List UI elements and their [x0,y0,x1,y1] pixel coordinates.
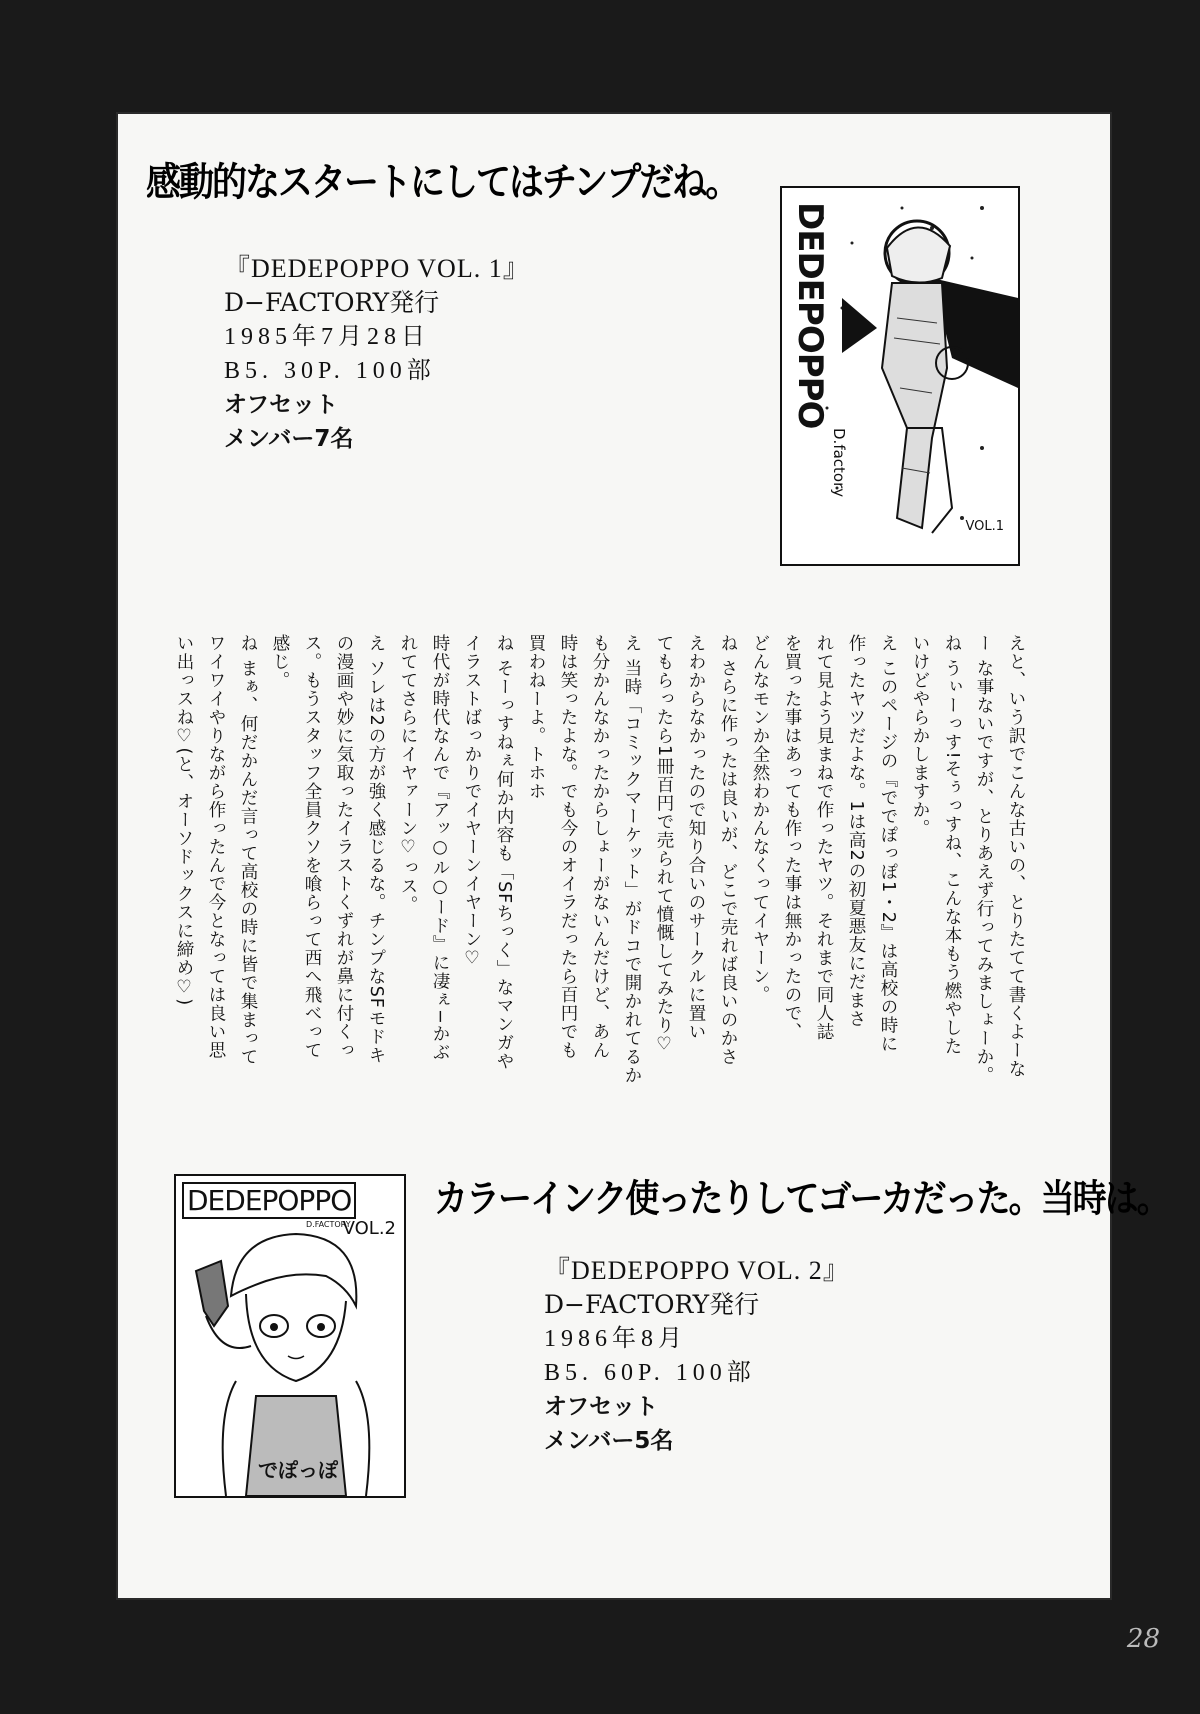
section2-headline: カラーインク使ったりしてゴーカだった。当時は。 [434,1176,1169,1222]
dialogue-line: れて見よう見まねで作ったヤツ。それまで同人誌 [814,634,834,1041]
section1-members: メンバー7名 [224,426,354,452]
dialogue-line: ね さらに作ったは良いが、どこで売れば良いのかさ [718,634,738,1067]
dialogue-line: ー な事ないですが、とりあえず行ってみましょーか。 [974,634,994,1085]
section1-title: 『DEDEPOPPO VOL. 1』 [224,254,530,283]
dialogue-line: 時代が時代なんで『アッ○ル○ード』に凄ぇ−かぶ [430,634,450,1062]
dialogue-line: 時は笑ったよな。でも今のオイラだったら百円でも [558,634,578,1060]
cover-vol1-sub: D.factory [830,428,848,498]
dialogue-line: ワイワイやりながら作ったんで今となっては良い思 [206,634,226,1060]
dialogue-line: も分かんなかったからしょーがないんだけど、あん [590,634,610,1060]
section1-publisher: D−FACTORY発行 [224,288,440,317]
dialogue-line: え ソレは2の方が強く感じるな。チンプなSFモドキ [366,634,386,1065]
dialogue-line: ス。もうスタッフ全員クソを喰らって西へ飛べって [302,634,322,1060]
cover-vol1-title: DEDEPOPPO [790,202,830,429]
dialogue-line: いけどやらかしますか。 [910,634,930,838]
section1-pubinfo [224,252,530,456]
section1-print: オフセット [224,392,339,418]
dialogue-line: い出っスね♡(と、オーソドックスに締め♡) [174,634,194,1007]
dialogue-line: ね うぃーっす!そぅっすね、こんな本もう燃やした [942,634,962,1056]
cover-vol2-title: DEDEPOPPO [182,1182,356,1219]
dialogue-line: てもらったら1冊百円で売られて憤慨してみたり♡ [654,634,674,1056]
dedepoppo-vol2-cover [174,1174,406,1498]
section2-title: 『DEDEPOPPO VOL. 2』 [544,1256,850,1285]
dialogue-line: 作ったヤツだよな。1は高2の初夏悪友にだまさ [846,634,866,1029]
section2-publisher: D−FACTORY発行 [544,1290,760,1319]
dialogue-line: ね そーっすねぇ何か内容も「SFちっく」なマンガや [494,634,514,1071]
section2-members: メンバー5名 [544,1428,674,1454]
section2-pubinfo [544,1254,850,1458]
section2-date: 1986年8月 [544,1326,687,1352]
cover-vol2-vol: VOL.2 [342,1218,396,1239]
section1-headline: 感動的なスタートにしてはチンプだね。 [146,160,739,206]
dialogue-line: を買った事はあっても作った事は無かったので、 [782,634,802,1041]
dialogue-line: えわからなかったので知り合いのサークルに置い [686,634,706,1041]
cover-vol1-vol: VOL.1 [965,519,1004,534]
dialogue-line: え 当時「コミックマーケット」がドコで開かれてるか [622,634,642,1085]
section2-spec: B5. 60P. 100部 [544,1360,756,1386]
cover-vol2-sub: D.FACTORY [306,1220,351,1229]
cover-vol2-shirt-text: でぽっぽ [258,1458,338,1482]
dialogue-line: え このページの『ででぽっぽ1・2』は高校の時に [878,634,898,1054]
section1-date: 1985年7月28日 [224,324,430,350]
dialogue-line: の漫画や妙に気取ったイラストくずれが鼻に付くっ [334,634,354,1060]
dialogue-line: 感じ。 [270,634,290,690]
section1-spec: B5. 30P. 100部 [224,358,436,384]
dialogue-text [174,634,1032,1254]
scanned-page [116,112,1169,1600]
dialogue-line: どんなモンか全然わかんなくってイヤーン。 [750,634,770,1004]
dialogue-line: れててさらにイヤァーン♡っス。 [398,634,418,914]
dialogue-line: ね まぁ、何だかんだ言って高校の時に皆で集まって [238,634,258,1067]
dialogue-line: 買わねーよ。トホホ [526,634,546,801]
dialogue-line: えと、いう訳でこんな古いの、とりたてて書くよーな [1006,634,1026,1078]
page-number: 28 [1126,1624,1160,1654]
dedepoppo-vol1-cover [780,186,1020,566]
section2-print: オフセット [544,1394,659,1420]
dialogue-line: イラストばっかりでイヤーンイヤーン♡ [462,634,482,970]
